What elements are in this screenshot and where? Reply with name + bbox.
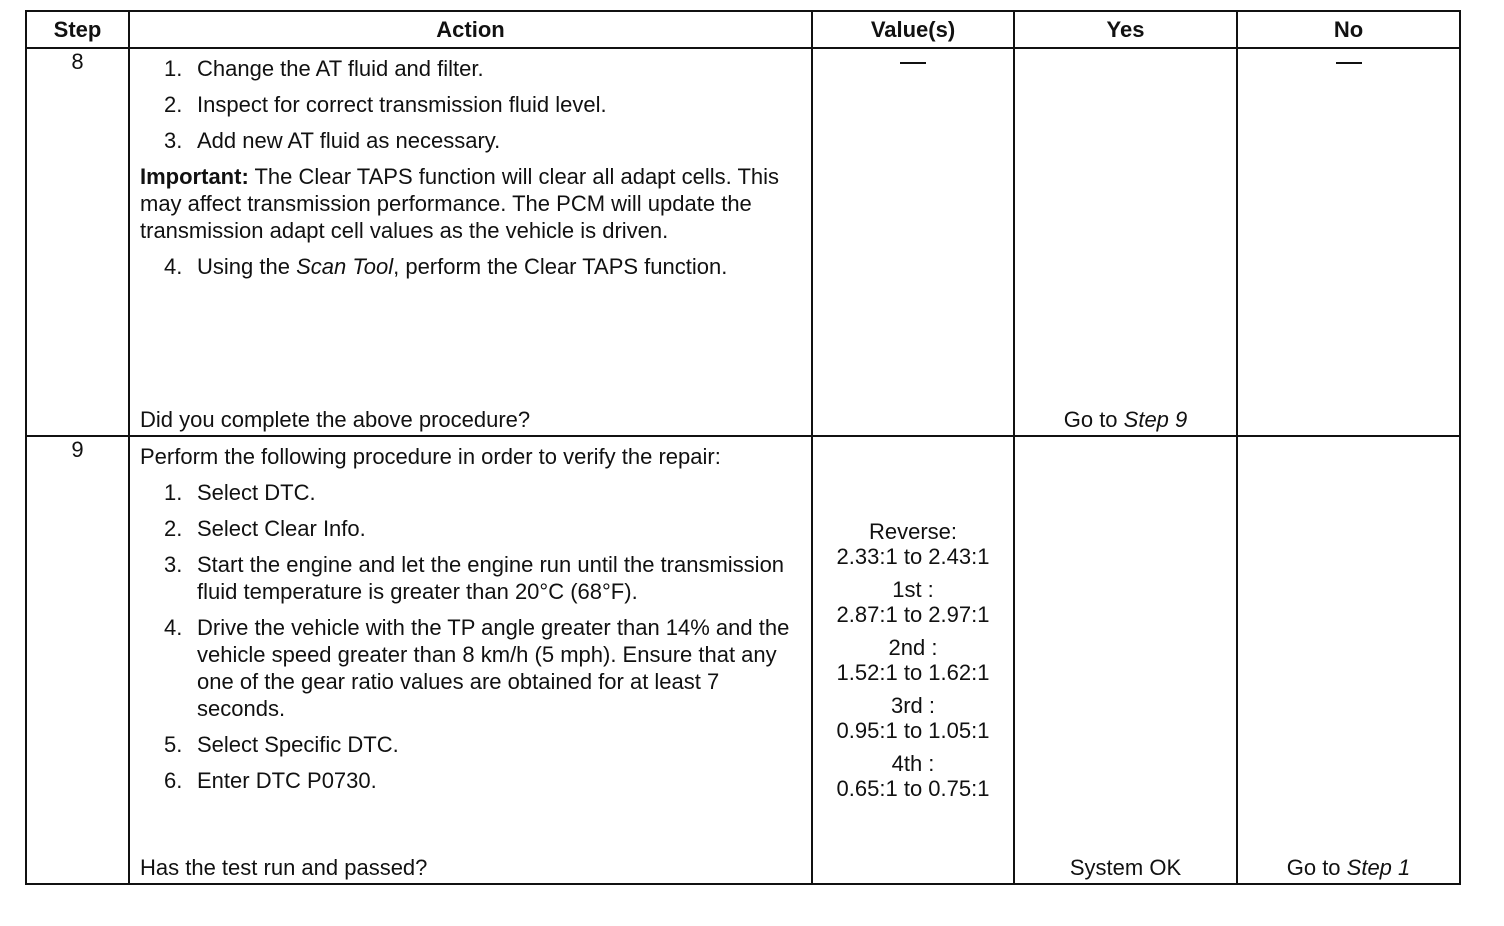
gear-ratio-reverse: Reverse: 2.33:1 to 2.43:1 bbox=[836, 519, 990, 569]
values-cell bbox=[812, 436, 1014, 884]
list-item: 6. Enter DTC P0730. bbox=[164, 768, 377, 793]
dash-mark bbox=[900, 62, 926, 64]
procedure-list bbox=[140, 253, 801, 280]
header-yes: Yes bbox=[1014, 11, 1237, 48]
gear-ratio-3rd: 3rd : 0.95:1 to 1.05:1 bbox=[836, 693, 990, 743]
procedure-list bbox=[140, 49, 801, 154]
step-number: 8 bbox=[26, 48, 129, 436]
diagnostic-table bbox=[25, 10, 1461, 885]
yes-cell bbox=[1014, 436, 1237, 884]
header-action: Action bbox=[129, 11, 812, 48]
header-no: No bbox=[1237, 11, 1460, 48]
list-item: 4. Drive the vehicle with the TP angle greater than 14% and the vehicle speed greater than 8 km/h (5 mph). Ensure that any one of the gear ratio values are obtained for at least 7 seconds. bbox=[164, 615, 790, 721]
question-text: Did you complete the above procedure? bbox=[140, 407, 531, 432]
list-item: 3. Add new AT fluid as necessary. bbox=[164, 128, 501, 153]
action-cell bbox=[129, 436, 812, 884]
header-values: Value(s) bbox=[812, 11, 1014, 48]
list-item: 1. Change the AT fluid and filter. bbox=[164, 56, 484, 81]
yes-outcome: Go to Step 9 bbox=[1063, 407, 1188, 432]
no-cell bbox=[1237, 436, 1460, 884]
table-row-step-9 bbox=[26, 436, 1460, 884]
no-outcome: Go to Step 1 bbox=[1286, 855, 1411, 880]
gear-ratio-list bbox=[813, 437, 1013, 801]
gear-ratio-4th: 4th : 0.65:1 to 0.75:1 bbox=[836, 751, 990, 801]
gear-ratio-2nd: 2nd : 1.52:1 to 1.62:1 bbox=[836, 635, 990, 685]
question-text: Has the test run and passed? bbox=[140, 855, 428, 880]
important-note: Important: The Clear TAPS function will clear all adapt cells. This may affect transmission performance. The PCM will update the transmission adapt cell values as the vehicle is driven. bbox=[140, 164, 780, 243]
yes-cell bbox=[1014, 48, 1237, 436]
step-number: 9 bbox=[26, 436, 129, 884]
yes-outcome: System OK bbox=[1069, 855, 1182, 880]
intro-text: Perform the following procedure in order to verify the repair: bbox=[140, 444, 721, 469]
list-item: 4. Using the Scan Tool, perform the Clear TAPS function. bbox=[164, 254, 728, 279]
procedure-list bbox=[140, 479, 801, 794]
list-item: 3. Start the engine and let the engine run until the transmission fluid temperature is greater than 20°C (68°F). bbox=[164, 552, 785, 604]
header-step: Step bbox=[26, 11, 129, 48]
gear-ratio-1st: 1st : 2.87:1 to 2.97:1 bbox=[836, 577, 990, 627]
list-item: 2. Select Clear Info. bbox=[164, 516, 366, 541]
values-cell bbox=[812, 48, 1014, 436]
no-cell bbox=[1237, 48, 1460, 436]
header-row bbox=[26, 11, 1460, 48]
list-item: 2. Inspect for correct transmission fluid level. bbox=[164, 92, 607, 117]
table-row-step-8 bbox=[26, 48, 1460, 436]
action-cell bbox=[129, 48, 812, 436]
list-item: 5. Select Specific DTC. bbox=[164, 732, 399, 757]
list-item: 1. Select DTC. bbox=[164, 480, 316, 505]
dash-mark bbox=[1336, 62, 1362, 64]
